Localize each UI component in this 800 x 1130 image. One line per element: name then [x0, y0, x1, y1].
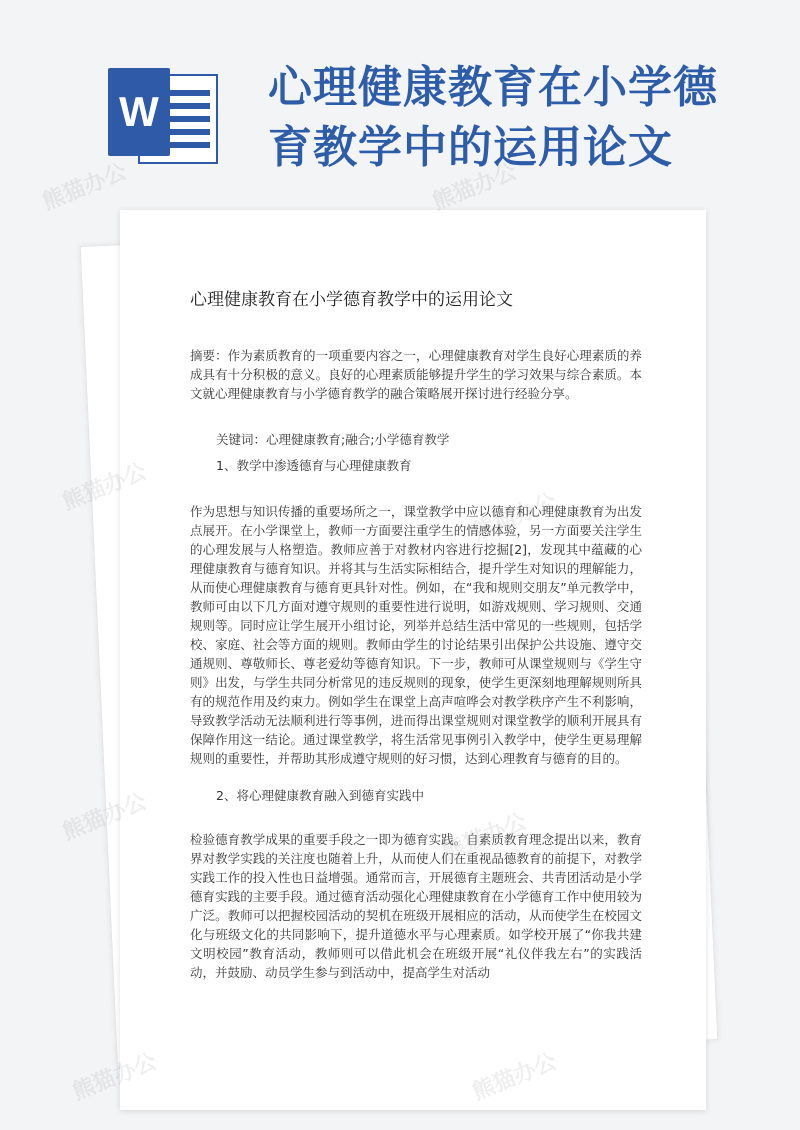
word-document-icon — [98, 66, 220, 168]
keywords-line: 关键词：心理健康教育;融合;小学德育教学 — [216, 432, 450, 447]
header-banner — [0, 0, 800, 200]
section-2-body: 检验德育教学成果的重要手段之一即为德育实践。自素质教育理念提出以来，教育界对教学实践的关注度也随着上升，从而使人们在重视品德教育的前提下，对教学实践工作的投入性也日益增强。通常而言，开展德育主题班会、共青团活动是小学德育实践的主要手段。通过德育活动强化心理健康教育在小学德育工作中使用较为广泛。教师可以把握校园活动的契机在班级开展相应的活动，从而使学生在校园文化与班级文化的共同影响下，提升道德水平与心理素质。如学校开展了“你我共建文明校园”教育活动，教师则可以借此机会在班级开展“礼仪伴我左右”的实践活动，并鼓励、动员学生参与到活动中，提高学生对活动 — [190, 832, 642, 980]
document-page — [120, 210, 706, 1110]
abstract-paragraph: 摘要：作为素质教育的一项重要内容之一，心理健康教育对学生良好心理素质的养成具有十分积极的意义。良好的心理素质能够提升学生的学习效果与综合素质。本文就心理健康教育与小学德育教学的融合策略展开探讨进行经验分享。 — [190, 348, 642, 401]
page-title: 心理健康教育在小学德育教学中的运用论文 — [268, 62, 718, 173]
word-w-badge: W — [108, 68, 170, 156]
watermark-mark: 熊猫办公 — [69, 1049, 161, 1106]
section-1-body: 作为思想与知识传播的重要场所之一，课堂教学中应以德育和心理健康教育为出发点展开。在小学课堂上，教师一方面要注重学生的情感体验，另一方面要关注学生的心理发展与人格塑造。教师应善于对教材内容进行挖掘[2]，发现其中蕴藏的心理健康教育与德育知识。并将其与生活实际相结合，提升学生对知识的理解能力，从而使心理健康教育与德育更具针对性。例如，在“我和规则交朋友”单元教学中，教师可由以下几方面对遵守规则的重要性进行说明，如游戏规则、学习规则、交通规则等。同时应让学生展开小组讨论，列举并总结生活中常见的一些规则，包括学校、家庭、社会等方面的规则。教师由学生的讨论结果引出保护公共设施、遵守交通规则、尊敬师长、尊老爱幼等德育知识。下一步，教师可从课堂规则与《学生守则》出发，与学生共同分析常见的违反规则的现象，使学生更深刻地理解规则所具有的规范作用及约束力。例如学生在课堂上高声喧哗会对教学秩序产生不利影响，导致教学活动无法顺利进行等事例，进而得出课堂规则对课堂教学的顺利开展具有保障作用这一结论。通过课堂教学，将生活常见事例引入教学中，使学生更易理解规则的重要性，并帮助其形成遵守规则的好习惯，达到心理教育与德育的目的。 — [190, 504, 642, 766]
section-1-heading: 1、教学中渗透德育与心理健康教育 — [216, 458, 412, 473]
section-2-heading: 2、将心理健康教育融入到德育实践中 — [216, 788, 424, 803]
document-title: 心理健康教育在小学德育教学中的运用论文 — [190, 290, 513, 310]
